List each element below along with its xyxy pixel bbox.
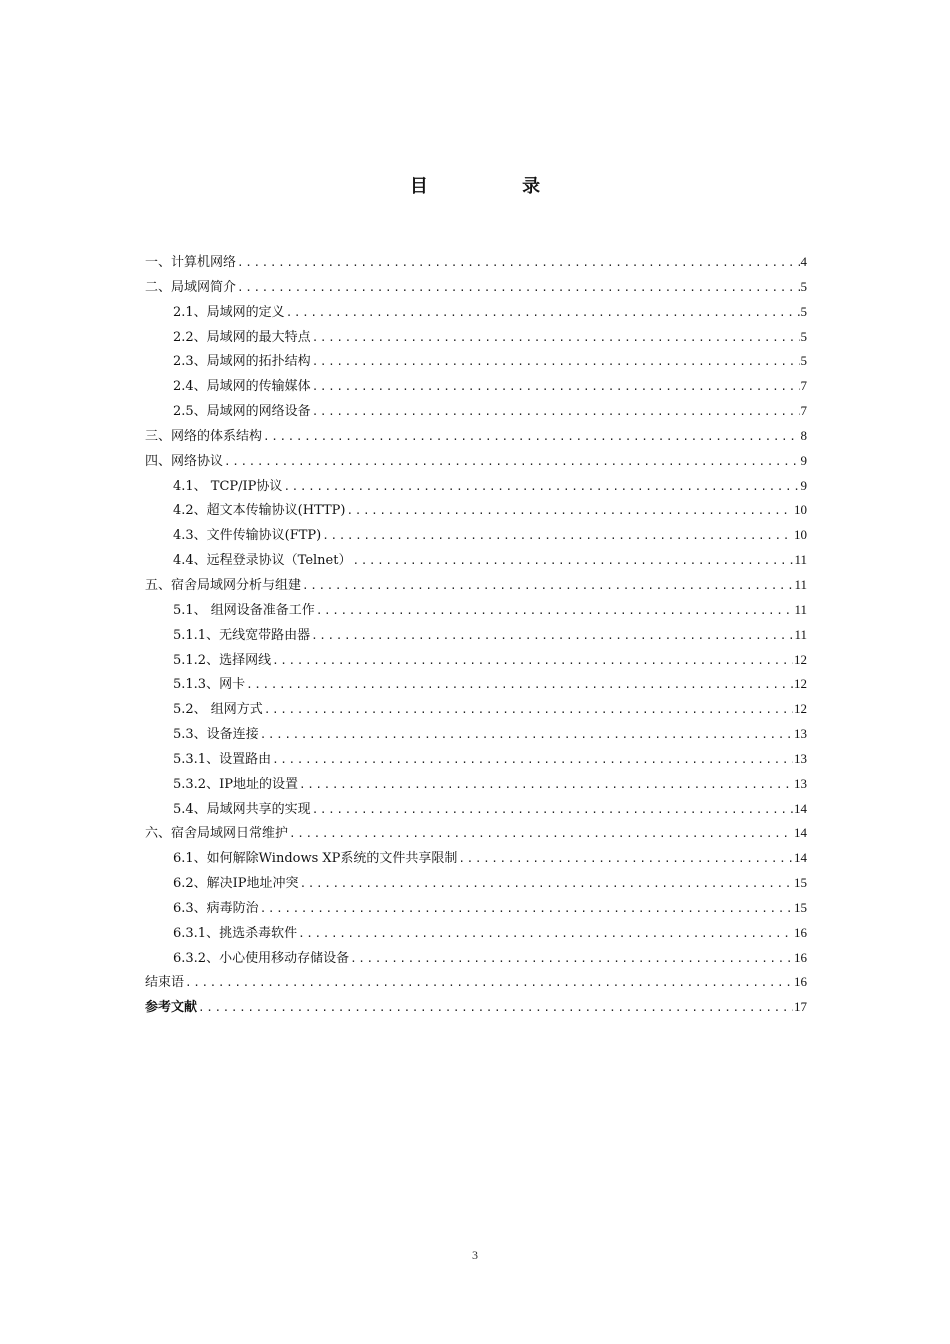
toc-dot-leader <box>312 326 800 351</box>
toc-entry[interactable] <box>145 970 807 995</box>
toc-entry[interactable] <box>145 896 807 921</box>
toc-entry-page-number: 16 <box>794 924 807 940</box>
toc-entry-page-number: 13 <box>794 750 807 766</box>
toc-entry-label: 4.3、文件传输协议(FTP) <box>173 528 322 544</box>
toc-dot-leader <box>198 996 793 1021</box>
toc-entry-page-number: 4 <box>800 254 807 269</box>
toc-entry-label: 5.4、局域网共享的实现 <box>173 801 311 817</box>
toc-entry[interactable] <box>145 300 807 325</box>
toc-dot-leader <box>224 450 799 475</box>
toc-entry-page-number: 10 <box>794 502 807 518</box>
toc-entry-label: 2.3、局域网的拓扑结构 <box>173 354 311 370</box>
toc-entry-label: 4.4、远程登录协议（Telnet） <box>173 553 352 569</box>
toc-entry[interactable] <box>145 995 807 1020</box>
toc-dot-leader <box>237 251 799 276</box>
toc-entry-label: 5.3.1、设置路由 <box>173 751 272 767</box>
toc-entry-label: 二、局域网简介 <box>145 279 237 295</box>
toc-entry[interactable] <box>145 623 807 648</box>
toc-dot-leader <box>302 574 793 599</box>
toc-entry-page-number: 10 <box>794 527 807 543</box>
toc-dot-leader <box>350 947 793 972</box>
toc-entry-label: 5.3.2、IP地址的设置 <box>173 776 298 792</box>
toc-dot-leader <box>347 499 794 524</box>
toc-entry[interactable] <box>145 424 807 449</box>
toc-dot-leader <box>246 673 793 698</box>
toc-entry-label: 6.3.2、小心使用移动存储设备 <box>173 950 350 966</box>
toc-entry[interactable] <box>145 672 807 697</box>
toc-entry[interactable] <box>145 821 807 846</box>
toc-entry-page-number: 15 <box>794 875 807 891</box>
toc-entry-label: 一、计算机网络 <box>145 255 237 270</box>
toc-entry-label: 6.3、病毒防治 <box>173 900 259 916</box>
table-of-contents <box>145 250 807 1020</box>
toc-entry-page-number: 14 <box>794 800 807 816</box>
toc-entry-label: 四、网络协议 <box>145 453 224 469</box>
toc-entry-label: 5.3、设备连接 <box>173 727 259 743</box>
toc-entry[interactable] <box>145 772 807 797</box>
toc-dot-leader <box>272 649 793 674</box>
toc-entry-page-number: 16 <box>794 949 807 965</box>
toc-entry[interactable] <box>145 797 807 822</box>
toc-entry[interactable] <box>145 846 807 871</box>
toc-entry-page-number: 11 <box>794 601 807 617</box>
toc-entry-page-number: 8 <box>800 427 807 443</box>
toc-entry-label: 2.2、局域网的最大特点 <box>173 329 311 345</box>
toc-dot-leader <box>352 549 793 574</box>
toc-dot-leader <box>260 723 793 748</box>
toc-entry-label: 2.1、局域网的定义 <box>173 304 285 320</box>
page-title: 目 录 <box>409 176 585 197</box>
toc-entry-label: 五、宿舍局域网分析与组建 <box>145 577 302 593</box>
toc-entry-page-number: 5 <box>800 328 807 344</box>
toc-entry-label: 6.1、如何解除Windows XP系统的文件共享限制 <box>173 851 458 867</box>
toc-dot-leader <box>298 922 793 947</box>
toc-entry-page-number: 9 <box>800 477 807 493</box>
toc-entry[interactable] <box>145 573 807 598</box>
toc-entry-label: 5.2、 组网方式 <box>173 702 263 718</box>
toc-entry[interactable] <box>145 871 807 896</box>
toc-entry[interactable] <box>145 325 807 350</box>
toc-dot-leader <box>289 822 793 847</box>
toc-entry[interactable] <box>145 697 807 722</box>
toc-entry-page-number: 5 <box>800 303 807 319</box>
toc-dot-leader <box>322 524 793 549</box>
toc-entry-page-number: 5 <box>800 353 807 369</box>
toc-entry-label: 5.1.1、无线宽带路由器 <box>173 627 311 643</box>
toc-dot-leader <box>299 773 793 798</box>
toc-entry[interactable] <box>145 250 807 275</box>
toc-dot-leader <box>237 276 799 301</box>
toc-entry[interactable] <box>145 498 807 523</box>
toc-dot-leader <box>260 897 793 922</box>
toc-dot-leader <box>316 599 794 624</box>
toc-entry[interactable] <box>145 399 807 424</box>
toc-entry[interactable] <box>145 523 807 548</box>
toc-entry-label: 6.2、解决IP地址冲突 <box>173 876 299 892</box>
toc-entry[interactable] <box>145 449 807 474</box>
toc-entry-page-number: 16 <box>794 974 807 990</box>
toc-entry-page-number: 13 <box>794 775 807 791</box>
toc-entry-label: 4.1、 TCP/IP协议 <box>173 478 283 494</box>
toc-entry-page-number: 12 <box>794 651 807 667</box>
toc-entry-page-number: 14 <box>794 850 807 866</box>
toc-entry[interactable] <box>145 474 807 499</box>
toc-dot-leader <box>312 375 800 400</box>
toc-entry-page-number: 11 <box>794 552 807 568</box>
toc-entry-page-number: 12 <box>794 701 807 717</box>
toc-entry[interactable] <box>145 598 807 623</box>
toc-entry-label: 5.1.3、网卡 <box>173 677 246 693</box>
toc-entry-page-number: 12 <box>794 676 807 692</box>
toc-entry-label: 4.2、超文本传输协议(HTTP) <box>173 503 346 519</box>
toc-entry[interactable] <box>145 946 807 971</box>
toc-entry[interactable] <box>145 722 807 747</box>
toc-dot-leader <box>264 698 793 723</box>
toc-entry-label: 5.1.2、选择网线 <box>173 652 272 668</box>
toc-entry-label: 2.4、局域网的传输媒体 <box>173 379 311 395</box>
toc-entry[interactable] <box>145 275 807 300</box>
toc-entry-label: 参考文献 <box>145 1000 198 1016</box>
toc-dot-leader <box>272 748 793 773</box>
toc-entry-page-number: 7 <box>800 403 807 419</box>
toc-entry-label: 5.1、 组网设备准备工作 <box>173 602 315 618</box>
toc-entry-page-number: 11 <box>794 626 807 642</box>
toc-entry-page-number: 13 <box>794 726 807 742</box>
toc-entry-page-number: 11 <box>794 576 807 592</box>
toc-entry-label: 六、宿舍局域网日常维护 <box>145 826 289 842</box>
toc-entry-page-number: 15 <box>794 899 807 915</box>
toc-entry[interactable] <box>145 374 807 399</box>
toc-entry-label: 2.5、局域网的网络设备 <box>173 404 311 420</box>
toc-dot-leader <box>312 400 800 425</box>
toc-entry[interactable] <box>145 349 807 374</box>
toc-dot-leader <box>458 847 793 872</box>
page-number: 3 <box>472 1248 478 1262</box>
toc-dot-leader <box>185 971 793 996</box>
toc-entry-page-number: 9 <box>800 452 807 468</box>
toc-entry-label: 三、网络的体系结构 <box>145 428 263 444</box>
toc-entry-label: 6.3.1、挑选杀毒软件 <box>173 925 298 941</box>
toc-dot-leader <box>312 798 793 823</box>
toc-entry-label: 结束语 <box>145 975 185 991</box>
toc-dot-leader <box>311 624 793 649</box>
toc-entry-page-number: 5 <box>800 278 807 294</box>
toc-entry-page-number: 7 <box>800 378 807 394</box>
toc-entry[interactable] <box>145 648 807 673</box>
toc-entry-page-number: 14 <box>794 825 807 841</box>
toc-dot-leader <box>312 350 800 375</box>
toc-entry[interactable] <box>145 921 807 946</box>
toc-dot-leader <box>263 425 799 450</box>
toc-entry-page-number: 17 <box>794 999 807 1015</box>
toc-entry[interactable] <box>145 747 807 772</box>
toc-entry[interactable] <box>145 548 807 573</box>
toc-dot-leader <box>300 872 793 897</box>
toc-dot-leader <box>283 475 799 500</box>
toc-dot-leader <box>286 301 800 326</box>
